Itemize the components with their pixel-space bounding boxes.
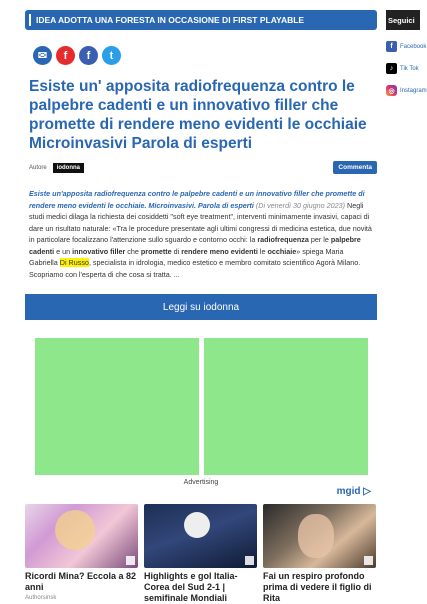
highlighted-name: Di Russo xyxy=(59,258,89,267)
flipboard-share-icon[interactable]: f xyxy=(56,46,75,65)
main-column xyxy=(25,10,377,604)
tiktok-icon: ♪ xyxy=(386,63,397,74)
follow-sidebar xyxy=(386,10,427,96)
sponsor-bar xyxy=(25,486,377,500)
card-image[interactable] xyxy=(144,504,257,568)
article-date: (Di venerdì 30 giugno 2023) xyxy=(255,200,346,210)
read-on-source-button[interactable]: Leggi su iodonna xyxy=(25,294,377,320)
ad-choice-icon[interactable] xyxy=(126,556,135,565)
social-label[interactable]: Tik Tok xyxy=(400,65,419,72)
facebook-share-icon[interactable]: f xyxy=(79,46,98,65)
social-link-tiktok[interactable] xyxy=(386,63,420,74)
social-link-facebook[interactable] xyxy=(386,41,427,52)
social-label[interactable]: Instagram xyxy=(400,87,427,94)
body-bold: rendere meno evidenti xyxy=(181,246,258,256)
article-meta xyxy=(25,161,377,174)
ad-area xyxy=(25,338,377,475)
recommended-card[interactable] xyxy=(144,504,257,604)
card-title[interactable]: Highlights e gol Italia-Corea del Sud 2-1 | semifinale Mondiali xyxy=(144,571,238,603)
body-bold: innovativo filler xyxy=(72,246,126,256)
share-bar xyxy=(25,46,377,65)
mgid-logo[interactable]: mgid ▷ xyxy=(336,486,371,497)
body-text: e un xyxy=(54,246,73,256)
recommended-card[interactable] xyxy=(25,504,138,604)
article-lead: Esiste un'apposita radiofrequenza contro le palpebre cadenti e un innovativo filler che promette di rendere meno evidenti le occhiaie. Microinvasivi. Parola di esperti xyxy=(29,189,365,210)
social-link-instagram[interactable] xyxy=(386,85,427,96)
email-share-icon[interactable]: ✉ xyxy=(33,46,52,65)
body-text: , specialista in idrologia, medico estetico e membro comitato scientifico Agorà Milano. Scopriamo con l'esperta di che cosa si tratta. ... xyxy=(29,258,361,279)
body-text: per le xyxy=(308,235,331,244)
card-source: Authorsinsk xyxy=(25,595,57,601)
body-bold: palpebre cadenti xyxy=(29,235,361,256)
sidebar-heading: Seguici xyxy=(386,10,420,30)
ad-choice-icon[interactable] xyxy=(245,556,254,565)
facebook-icon: f xyxy=(386,41,397,52)
ad-choice-icon[interactable] xyxy=(364,556,373,565)
body-text: le xyxy=(257,246,268,256)
article-title: Esiste un' apposita radiofrequenza contro le palpebre cadenti e un innovativo filler che promette di rendere meno evidenti le occhiaie Microinvasivi Parola di esperti xyxy=(29,78,367,152)
card-title[interactable]: Fai un respiro profondo prima di vedere il figlio di Rita xyxy=(263,571,372,603)
news-ticker[interactable] xyxy=(25,10,377,30)
article-body xyxy=(25,188,377,280)
advertising-label: Advertising xyxy=(183,479,219,486)
body-bold: radiofrequenza xyxy=(257,235,309,244)
card-image[interactable] xyxy=(263,504,376,568)
recommended-card[interactable] xyxy=(263,504,376,604)
body-bold: promette xyxy=(140,246,172,256)
body-text: di xyxy=(171,246,182,256)
body-bold: occhiaie xyxy=(267,246,297,256)
twitter-share-icon[interactable]: t xyxy=(102,46,121,65)
author-label: Autore xyxy=(29,164,47,171)
ad-slot-right[interactable] xyxy=(204,338,368,475)
body-text: » spiega Maria Gabriella xyxy=(29,246,344,267)
ticker-marker xyxy=(29,14,31,26)
body-text: Negli studi medici dilaga la richiesta dei cosiddetti "soft eye treatment", interventi minimamente invasivi, capaci di dare un risultato naturale: «Tra le procedure presentate agli ultimi congressi di medicina estetica, due novità in particolare focalizzano l'attenzione sullo sguardo e contorno occhi: la xyxy=(29,200,372,244)
body-text: che xyxy=(125,246,141,256)
card-title[interactable]: Ricordi Mina? Eccola a 82 anni xyxy=(25,571,137,592)
recommended-cards xyxy=(25,504,377,604)
author-name-link[interactable]: iodonna xyxy=(53,163,84,173)
instagram-icon: ◎ xyxy=(386,85,397,96)
ticker-text[interactable]: IDEA ADOTTA UNA FORESTA IN OCCASIONE DI FIRST PLAYABLE xyxy=(36,15,305,25)
social-label[interactable]: Facebook xyxy=(400,43,427,50)
ad-slot-left[interactable] xyxy=(35,338,199,475)
comment-button[interactable]: Commenta xyxy=(333,161,377,174)
card-image[interactable] xyxy=(25,504,138,568)
